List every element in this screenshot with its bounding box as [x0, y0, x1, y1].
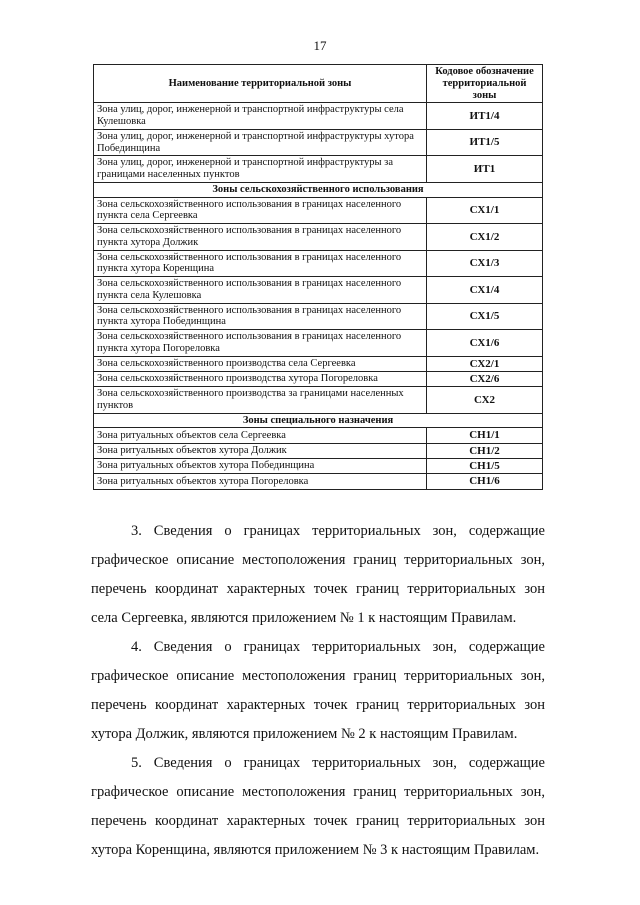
- paragraph: 3. Сведения о границах территориальных зон, содержащие графическое описание местоположения границ территориальных зон, перечень координат характерных точек границ территориальных зон села Сергеевка, являются приложением № 1 к настоящим Правилам.: [91, 523, 545, 626]
- zone-name-cell: Зона ритуальных объектов хутора Побединщина: [94, 459, 427, 474]
- zone-code-cell: ИТ1/4: [427, 103, 543, 130]
- zone-name-cell: Зона ритуальных объектов хутора Должик: [94, 443, 427, 458]
- zone-name-cell: Зона сельскохозяйственного использования в границах населенного пункта села Кулешовка: [94, 277, 427, 304]
- table-row: [94, 428, 543, 443]
- zone-name-cell: Зона сельскохозяйственного использования в границах населенного пункта села Сергеевка: [94, 197, 427, 224]
- zone-code-cell: СН1/5: [427, 459, 543, 474]
- zone-name-cell: Зона сельскохозяйственного производства за границами населенных пунктов: [94, 387, 427, 414]
- zones-table-body: [94, 103, 543, 489]
- zone-name-cell: Зона сельскохозяйственного использования в границах населенного пункта хутора Побединщина: [94, 303, 427, 330]
- table-row: [94, 277, 543, 304]
- zone-code-cell: СХ2/1: [427, 356, 543, 371]
- table-row: [94, 459, 543, 474]
- zone-name-cell: Зона улиц, дорог, инженерной и транспортной инфраструктуры хутора Побединщина: [94, 129, 427, 156]
- page-number: 17: [313, 38, 327, 53]
- header-zone-name: Наименование территориальной зоны: [94, 65, 427, 103]
- paragraph: 4. Сведения о границах территориальных зон, содержащие графическое описание местоположения границ территориальных зон, перечень координат характерных точек границ территориальных зон хутора Должик, являются приложением № 2 к настоящим Правилам.: [91, 639, 545, 742]
- table-row: [94, 197, 543, 224]
- section-title: Зоны сельскохозяйственного использования: [94, 182, 543, 197]
- zone-name-cell: Зона сельскохозяйственного производства села Сергеевка: [94, 356, 427, 371]
- table-row: [94, 224, 543, 251]
- zone-code-cell: СХ2: [427, 387, 543, 414]
- body-text: [91, 517, 545, 865]
- zone-name-cell: Зона сельскохозяйственного производства хутора Погореловка: [94, 371, 427, 386]
- zone-name-cell: Зона ритуальных объектов села Сергеевка: [94, 428, 427, 443]
- paragraph: 5. Сведения о границах территориальных зон, содержащие графическое описание местоположения границ территориальных зон, перечень координат характерных точек границ территориальных зон хутора Коренщина, являются приложением № 3 к настоящим Правилам.: [91, 755, 545, 858]
- zones-table: [93, 64, 543, 490]
- header-zone-code: Кодовое обозначение территориальной зоны: [427, 65, 543, 103]
- zone-code-cell: СХ1/2: [427, 224, 543, 251]
- zone-code-cell: СХ1/4: [427, 277, 543, 304]
- zone-name-cell: Зона сельскохозяйственного использования в границах населенного пункта хутора Должик: [94, 224, 427, 251]
- table-row: [94, 330, 543, 357]
- table-row: [94, 303, 543, 330]
- table-header-row: [94, 65, 543, 103]
- table-row: [94, 156, 543, 183]
- table-row: [94, 356, 543, 371]
- table-row: [94, 474, 543, 489]
- zone-code-cell: ИТ1: [427, 156, 543, 183]
- zone-name-cell: Зона ритуальных объектов хутора Погореловка: [94, 474, 427, 489]
- table-row: [94, 103, 543, 130]
- zone-code-cell: СХ1/3: [427, 250, 543, 277]
- section-row: [94, 413, 543, 428]
- zone-code-cell: СН1/6: [427, 474, 543, 489]
- zone-code-cell: СХ1/6: [427, 330, 543, 357]
- table-row: [94, 443, 543, 458]
- section-row: [94, 182, 543, 197]
- section-title: Зоны специального назначения: [94, 413, 543, 428]
- zone-code-cell: ИТ1/5: [427, 129, 543, 156]
- zone-name-cell: Зона улиц, дорог, инженерной и транспортной инфраструктуры села Кулешовка: [94, 103, 427, 130]
- zone-name-cell: Зона улиц, дорог, инженерной и транспортной инфраструктуры за границами населенных пунктов: [94, 156, 427, 183]
- zone-code-cell: СН1/1: [427, 428, 543, 443]
- zone-code-cell: СХ1/5: [427, 303, 543, 330]
- table-row: [94, 250, 543, 277]
- zone-name-cell: Зона сельскохозяйственного использования в границах населенного пункта хутора Коренщина: [94, 250, 427, 277]
- table-row: [94, 129, 543, 156]
- table-row: [94, 371, 543, 386]
- zone-code-cell: СН1/2: [427, 443, 543, 458]
- table-row: [94, 387, 543, 414]
- zone-code-cell: СХ1/1: [427, 197, 543, 224]
- zone-code-cell: СХ2/6: [427, 371, 543, 386]
- zone-name-cell: Зона сельскохозяйственного использования в границах населенного пункта хутора Погореловка: [94, 330, 427, 357]
